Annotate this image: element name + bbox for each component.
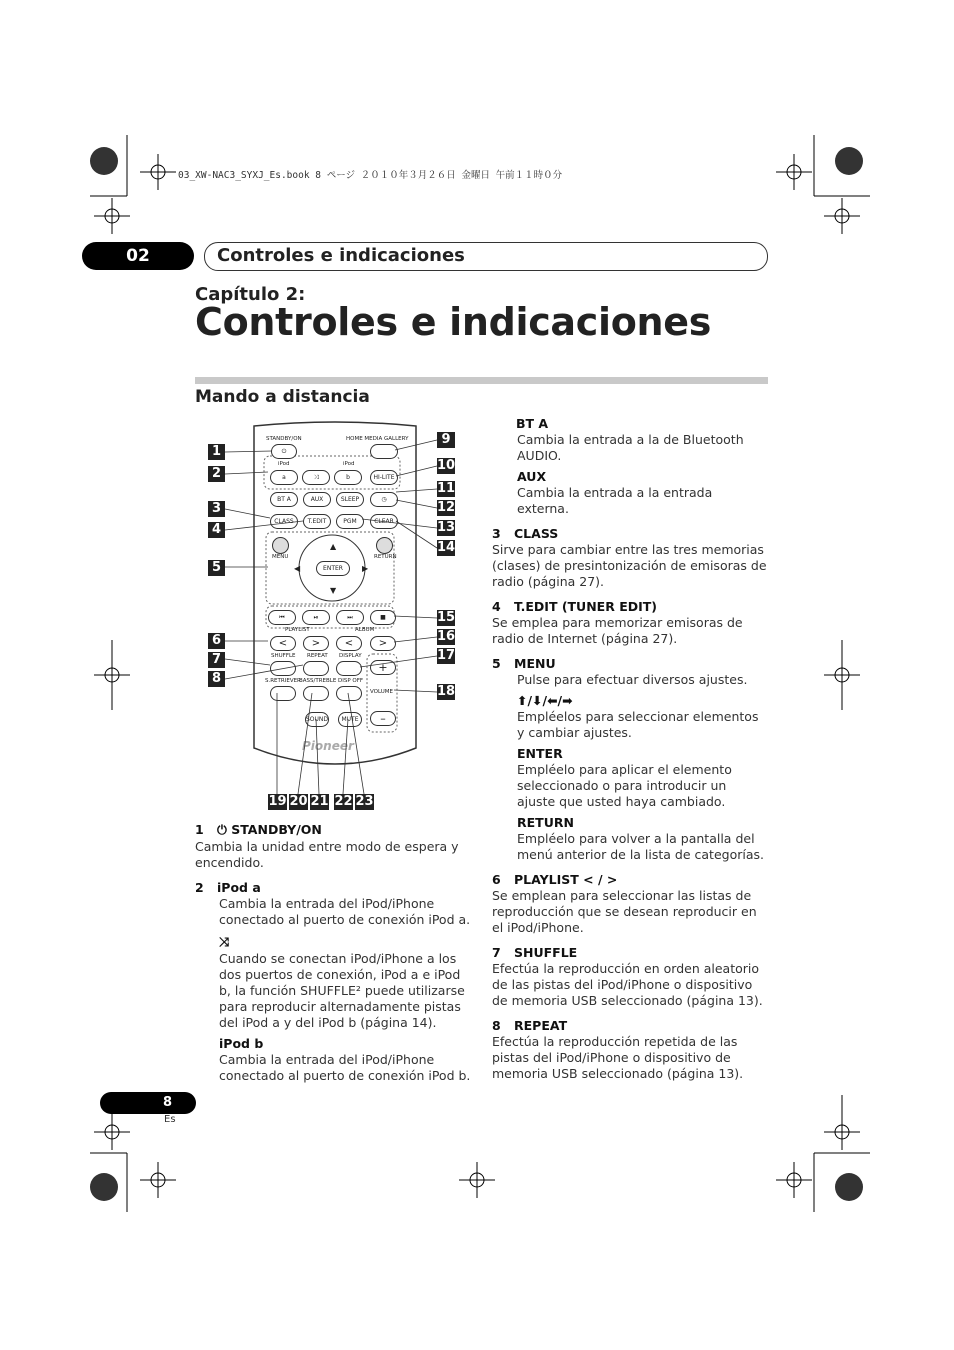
mute-button[interactable]: MUTE — [338, 712, 362, 727]
item-2-text: Cambia la entrada del iPod/iPhone conectado al puerto de conexión iPod a. — [219, 896, 471, 927]
callout-6: 6 — [208, 633, 225, 649]
callout-5: 5 — [208, 560, 225, 576]
callout-16: 16 — [437, 629, 456, 644]
home-media-label: HOME MEDIA GALLERY — [346, 436, 409, 442]
chapter-header: Controles e indicaciones — [204, 242, 768, 271]
playlist-next-button[interactable]: > — [303, 636, 329, 651]
sleep-button[interactable]: SLEEP — [336, 492, 364, 507]
ipod-left-label: iPod — [278, 461, 290, 467]
item-1-text: Cambia la unidad entre modo de espera y encendido. — [195, 839, 459, 870]
playlist-label: PLAYLIST — [285, 627, 310, 633]
bt-a-text: Cambia la entrada a la de Bluetooth AUDIO. — [517, 432, 744, 463]
callout-7: 7 — [208, 652, 225, 668]
bass-treble-label: BASS/TREBLE — [299, 678, 337, 684]
enter-button[interactable]: ENTER — [316, 561, 350, 576]
callout-12: 12 — [437, 500, 456, 515]
item-4-heading: 4 T.EDIT (TUNER EDIT) — [492, 599, 657, 614]
menu-label: MENU — [272, 554, 289, 560]
menu-text: Pulse para efectuar diversos ajustes. — [517, 672, 748, 687]
display-label: DISPLAY — [339, 653, 362, 659]
callout-15: 15 — [437, 610, 456, 625]
callout-18: 18 — [437, 684, 456, 699]
aux-text: Cambia la entrada a la entrada externa. — [517, 485, 713, 516]
return-text: Empléelo para volver a la pantalla del menú anterior de la lista de categorías. — [517, 831, 764, 862]
album-label: ALBUM — [355, 627, 375, 633]
return-heading: RETURN — [517, 815, 574, 830]
timer-button[interactable]: ◷ — [370, 492, 398, 507]
callout-23: 23 — [355, 794, 374, 809]
aux-button[interactable]: AUX — [303, 492, 331, 507]
chapter-label: Capítulo 2: — [195, 284, 306, 305]
disp-off-label: DISP OFF — [338, 678, 364, 684]
item-7-heading: 7 SHUFFLE — [492, 945, 578, 960]
volume-up-button[interactable]: + — [370, 660, 396, 675]
language-code: Es — [164, 1114, 176, 1125]
shuffle-label: SHUFFLE — [271, 653, 296, 659]
arrows-text: Empléelos para seleccionar elementos y cambiar ajustes. — [517, 709, 759, 740]
print-info: 03_XW-NAC3_SYXJ_Es.book 8 ページ ２０１０年３月２６日 金曜日 午前１１時０分 — [178, 170, 563, 181]
callout-9: 9 — [437, 432, 455, 448]
item-8-heading: 8 REPEAT — [492, 1018, 568, 1033]
stop-icon[interactable]: ■ — [370, 610, 396, 625]
ipod-b-text: Cambia la entrada del iPod/iPhone conectado al puerto de conexión iPod b. — [219, 1052, 471, 1083]
enter-heading: ENTER — [517, 746, 563, 761]
callout-14: 14 — [437, 540, 456, 555]
callout-10: 10 — [437, 458, 456, 473]
brand-logo: Pioneer — [302, 739, 354, 753]
playlist-prev-button[interactable]: < — [270, 636, 296, 651]
chapter-number: 02 — [82, 242, 194, 270]
pgm-button[interactable]: PGM — [336, 514, 364, 529]
callout-20: 20 — [289, 794, 308, 809]
callout-4: 4 — [208, 522, 225, 538]
t-edit-button[interactable]: T.EDIT — [303, 514, 331, 529]
hi-lite-button[interactable]: HI-LITE — [370, 470, 398, 485]
standby-label: STANDBY/ON — [266, 436, 302, 442]
play-pause-icon[interactable]: ⏯ — [302, 610, 330, 625]
item-7-text: Efectúa la reproducción en orden aleatorio de las pistas del iPod/iPhone o dispositivo de memoria USB seleccionado (página 13). — [492, 961, 763, 1008]
page-title: Controles e indicaciones — [195, 300, 712, 344]
shuffle-icon[interactable]: ⤨ — [302, 470, 330, 485]
item-1-heading: 1 ⏻ STANDBY/ON — [195, 822, 322, 837]
ipod-b-heading: iPod b — [219, 1036, 264, 1051]
page-number: 8 — [100, 1092, 196, 1114]
item-5-heading: 5 MENU — [492, 656, 556, 671]
skip-forward-icon[interactable]: ⏭ — [336, 610, 364, 625]
volume-down-button[interactable]: – — [370, 711, 396, 726]
ipod-right-label: iPod — [343, 461, 355, 467]
callout-21: 21 — [310, 794, 329, 809]
item-3-heading: 3 CLASS — [492, 526, 559, 541]
right-column — [492, 416, 768, 1082]
item-6-text: Se emplean para seleccionar las listas de reproducción que se desean reproducir en el iPod/iPhone. — [492, 888, 757, 935]
enter-text: Empléelo para aplicar el elemento seleccionado o para introducir un ajuste que usted haya cambiado. — [517, 762, 732, 809]
callout-11: 11 — [437, 481, 456, 496]
left-column — [195, 822, 475, 1084]
callout-13: 13 — [437, 520, 456, 535]
item-2-heading: 2 iPod a — [195, 880, 261, 895]
album-next-button[interactable]: > — [370, 636, 396, 651]
callout-19: 19 — [268, 794, 287, 809]
ipod-b-button[interactable]: b — [334, 470, 362, 485]
item-6-heading: 6 PLAYLIST < / > — [492, 872, 618, 887]
bt-a-button[interactable]: BT A — [270, 492, 298, 507]
sound-button[interactable]: SOUND — [305, 712, 329, 727]
callout-8: 8 — [208, 671, 225, 687]
volume-label: VOLUME — [370, 689, 394, 695]
sretriever-label: S.RETRIEVER — [265, 678, 301, 684]
album-prev-button[interactable]: < — [336, 636, 362, 651]
item-3-text: Sirve para cambiar entre las tres memorias (clases) de presintonización de emisoras de radio (página 27). — [492, 542, 767, 589]
ipod-a-button[interactable]: a — [270, 470, 298, 485]
aux-heading: AUX — [517, 469, 547, 484]
item-4-text: Se emplea para memorizar emisoras de radio de Internet (página 27). — [492, 615, 743, 646]
shuffle-icon: ⤨ — [219, 934, 230, 949]
bt-a-heading: BT A — [516, 416, 549, 431]
arrow-left[interactable]: ◀ — [294, 564, 301, 573]
shuffle-text: Cuando se conectan iPod/iPhone a los dos puertos de conexión, iPod a e iPod b, la función SHUFFLE² puede utilizarse para reproducir alternadamente pistas del iPod a y del iPod b (página 14). — [219, 951, 465, 1030]
arrow-keys-icon: ⬆/⬇/⬅/➡ — [517, 693, 573, 708]
callout-2: 2 — [208, 466, 225, 482]
item-8-text: Efectúa la reproducción repetida de las pistas del iPod/iPhone o dispositivo de memoria USB seleccionado (página 13). — [492, 1034, 744, 1081]
arrow-down[interactable]: ▼ — [330, 586, 337, 595]
skip-back-icon[interactable]: ⏮ — [268, 610, 296, 625]
class-button[interactable]: CLASS — [270, 514, 298, 529]
arrow-up[interactable]: ▲ — [330, 542, 337, 551]
callout-17: 17 — [437, 648, 456, 663]
callout-1: 1 — [208, 444, 225, 460]
clear-button[interactable]: CLEAR — [370, 514, 398, 529]
callout-3: 3 — [208, 501, 225, 517]
section-title: Mando a distancia — [195, 387, 370, 407]
standby-button[interactable]: ⏻ — [271, 444, 297, 459]
arrow-right[interactable]: ▶ — [362, 564, 369, 573]
return-label: RETURN — [374, 554, 397, 560]
callout-22: 22 — [334, 794, 353, 809]
repeat-label: REPEAT — [307, 653, 328, 659]
power-icon: ⏻ — [217, 822, 232, 837]
